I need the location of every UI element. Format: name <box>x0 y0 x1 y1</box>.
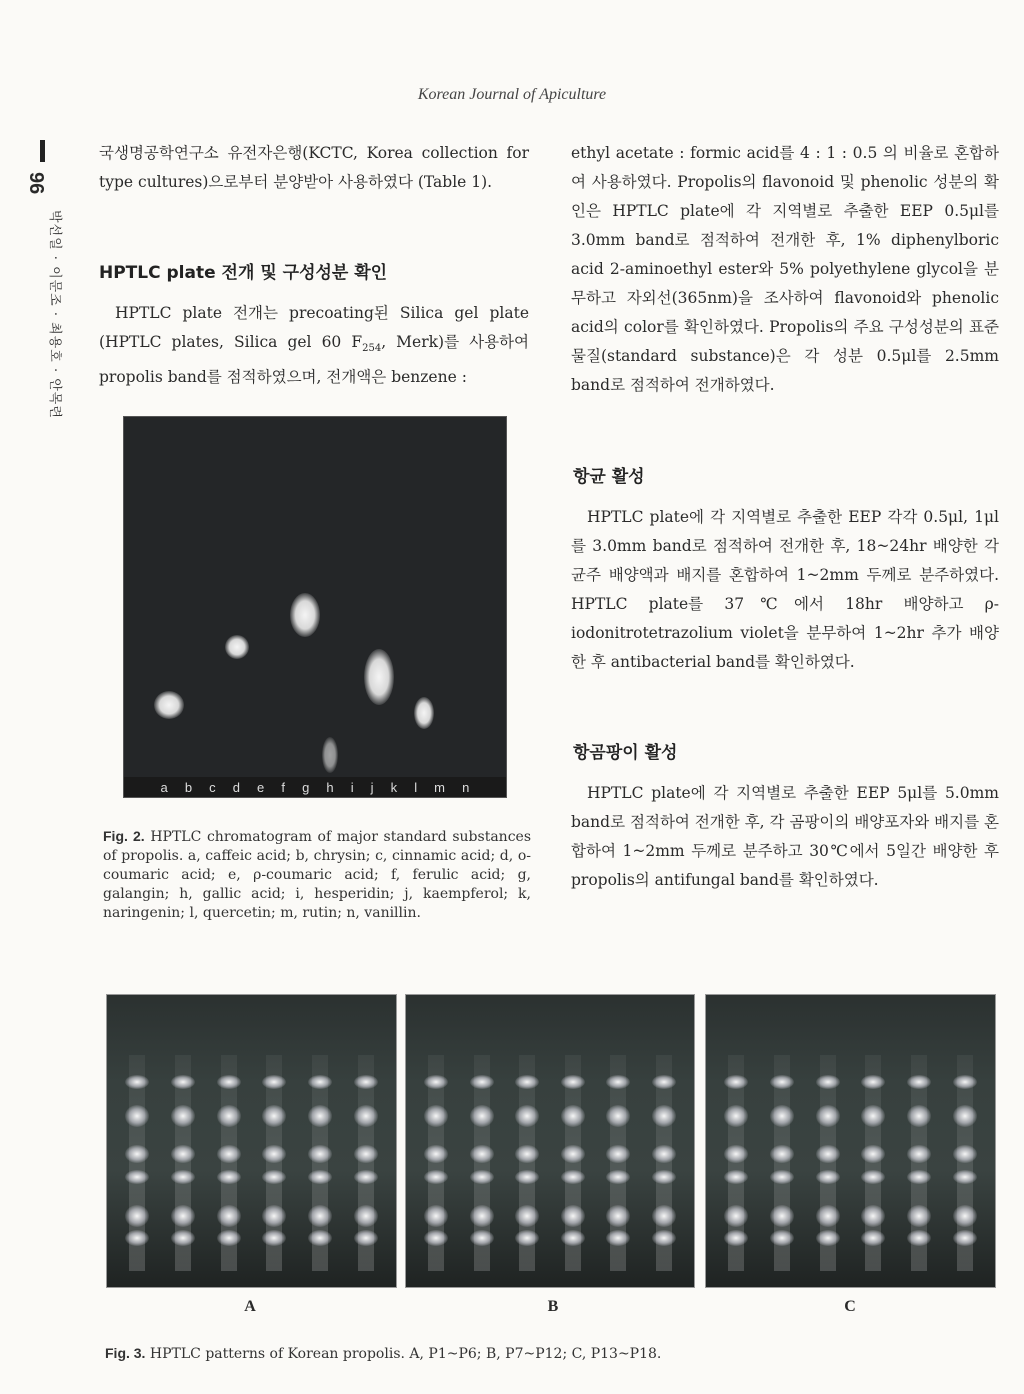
sample-lane <box>266 1055 282 1271</box>
lane-label: a <box>160 779 168 795</box>
lane-label: b <box>184 779 193 795</box>
fig3-caption <box>105 1344 905 1364</box>
fig3-panel-c-plate <box>705 994 996 1288</box>
sample-lane <box>428 1055 444 1271</box>
journal-title: Korean Journal of Apiculture <box>417 86 607 103</box>
spot-f <box>290 593 320 637</box>
spot-d <box>225 635 249 659</box>
lane-label: i <box>350 779 354 795</box>
spot-j <box>364 649 394 705</box>
fig3-panel-a-plate <box>106 994 397 1288</box>
left-column-top <box>99 139 529 197</box>
page-number: 96 <box>25 172 47 195</box>
fig3-label-b: B <box>547 1298 559 1315</box>
spot-h <box>322 737 338 773</box>
right-paragraph-3: HPTLC plate에 각 지역별로 추출한 EEP 5μl를 5.0mm band로 점적하여 전개한 후, 각 곰팡이의 배양포자와 배지를 혼합하여 1~2mm 두께로 분주하고 30℃에서 5일간 배양한 후 propolis의 antifungal band를 확인하였다. <box>571 784 999 889</box>
fig3-caption-text: HPTLC patterns of Korean propolis. A, P1~P6; B, P7~P12; C, P13~P18. <box>149 1346 662 1362</box>
sample-lane <box>565 1055 581 1271</box>
sample-lane <box>656 1055 672 1271</box>
lane-label: l <box>414 779 418 795</box>
para2-text-a: HPTLC plate 전개는 precoating된 Silica gel plate (HPTLC plates, Silica gel 60 F <box>99 304 529 351</box>
lane-label: j <box>370 779 374 795</box>
heading-antifungal: 항곰팡이 활성 <box>573 743 678 763</box>
sample-lane <box>129 1055 145 1271</box>
sample-lane <box>312 1055 328 1271</box>
left-column-para2 <box>99 299 529 392</box>
spot-l <box>414 697 434 729</box>
heading-hptlc-plate: HPTLC plate 전개 및 구성성분 확인 <box>99 263 388 283</box>
lane-label: f <box>281 779 285 795</box>
lane-label: k <box>390 779 398 795</box>
sample-lane <box>820 1055 836 1271</box>
side-marker-bar <box>40 140 45 162</box>
fig3-label-a: A <box>244 1298 256 1315</box>
lane-label: m <box>434 779 446 795</box>
fig3-label-c: C <box>844 1298 856 1315</box>
para2-text-b: , Merk)를 사용하여 propolis band를 점적하였으며, 전개액은 benzene : <box>99 333 529 387</box>
spot-a <box>154 691 184 719</box>
sample-lane <box>865 1055 881 1271</box>
fig2-chromatogram <box>123 416 507 798</box>
left-paragraph-2 <box>99 299 529 392</box>
lane-label: n <box>462 779 470 795</box>
fig3-caption-label: Fig. 3. <box>105 1345 146 1361</box>
sample-lane <box>911 1055 927 1271</box>
lane-label: c <box>209 779 216 795</box>
heading-antibacterial: 항균 활성 <box>573 467 645 487</box>
para2-subscript: 254 <box>362 343 382 355</box>
fig2-lane-labels <box>124 777 506 797</box>
right-paragraph-2: HPTLC plate에 각 지역별로 추출한 EEP 각각 0.5μl, 1μl를 3.0mm band로 점적하여 전개한 후, 18~24hr 배양한 각 균주 배양액과 배지를 혼합하여 1~2mm 두께로 분주하였다. HPTLC plate를 37℃에서 18hr 배양하고 ρ-iodonitrotetrazolium violet을 분무하여 1~2hr 추가 배양한 후 antibacterial band를 확인하였다. <box>571 508 999 671</box>
sample-lane <box>774 1055 790 1271</box>
sample-lane <box>728 1055 744 1271</box>
sample-lane <box>474 1055 490 1271</box>
fig2-caption-text: HPTLC chromatogram of major standard substances of propolis. a, caffeic acid; b, chrysin; c, cinnamic acid; d, o-coumaric acid; e, ρ-coumaric acid; f, ferulic acid; g, galangin; h, gallic acid; i, hesperidin; j, kaempferol; k, naringenin; l, quercetin; m, rutin; n, vanillin. <box>103 829 532 921</box>
fig2-caption-label: Fig. 2. <box>103 828 145 844</box>
lane-label: g <box>302 779 310 795</box>
left-paragraph-1: 국생명공학연구소 유전자은행(KCTC, Korea collection for type cultures)으로부터 분양받아 사용하였다 (Table 1). <box>99 144 529 191</box>
right-column-para2 <box>571 503 999 677</box>
sample-lane <box>610 1055 626 1271</box>
right-column-para3 <box>571 779 999 895</box>
lane-label: e <box>257 779 265 795</box>
sample-lane <box>957 1055 973 1271</box>
sample-lane <box>358 1055 374 1271</box>
sample-lane <box>221 1055 237 1271</box>
running-authors: 박선일 · 이문조 · 최용호 · 안목련 <box>47 210 62 419</box>
fig3-panel-b-plate <box>405 994 695 1288</box>
sample-lane <box>175 1055 191 1271</box>
right-paragraph-1: ethyl acetate : formic acid를 4 : 1 : 0.5 의 비율로 혼합하여 사용하였다. Propolis의 flavonoid 및 phenolic 성분의 확인은 HPTLC plate에 각 지역별로 추출한 EEP 0.5μl를 3.0mm band로 점적하여 전개한 후, 1% diphenylboric acid 2-aminoethyl ester와 5% polyethylene glycol을 분무하고 자외선(365nm)을 조사하여 flavonoid와 phenolic acid의 color를 확인하였다. Propolis의 주요 구성성분의 표준물질(standard substance)은 각 성분 0.5μl를 2.5mm band로 점적하여 전개하였다. <box>571 144 999 394</box>
lane-label: h <box>326 779 334 795</box>
right-column-para1 <box>571 139 999 400</box>
sample-lane <box>519 1055 535 1271</box>
fig2-caption <box>103 827 531 923</box>
lane-label: d <box>232 779 240 795</box>
